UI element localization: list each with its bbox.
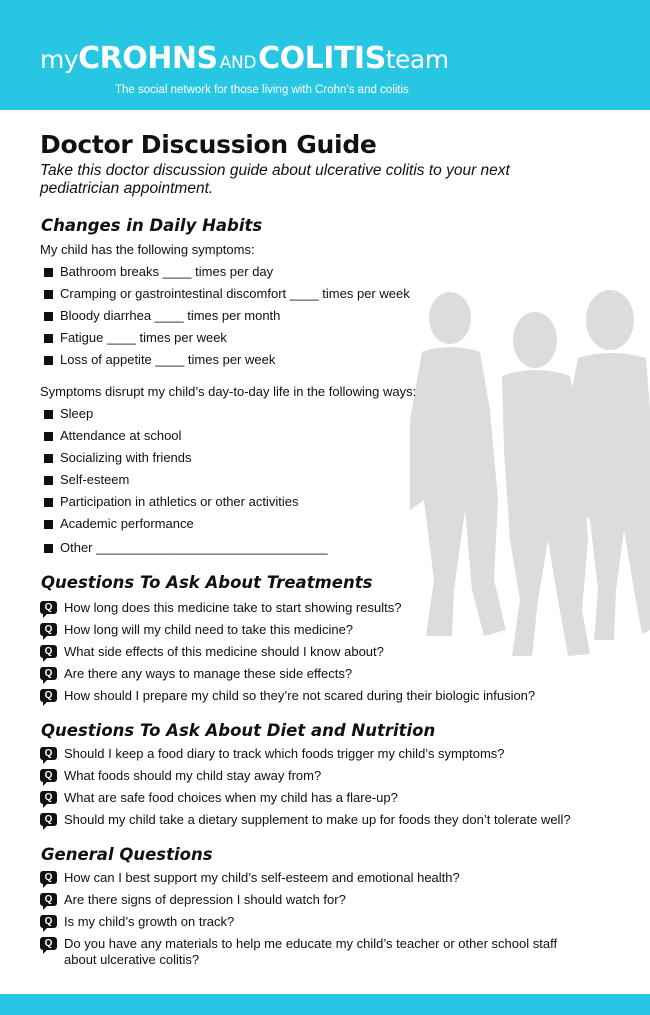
question-bubble-icon: Q [40, 937, 57, 950]
question-bubble-icon: Q [40, 623, 57, 636]
question-bubble-icon: Q [40, 893, 57, 906]
treatment-question-list [40, 600, 600, 710]
diet-question-list [40, 746, 600, 834]
question-bubble-icon: Q [40, 601, 57, 614]
symptom-text: Bloody diarrhea ____ times per month [60, 308, 281, 323]
footer-bar [0, 994, 650, 1015]
question-text: Is my child’s growth on track? [64, 914, 235, 929]
list-item [40, 622, 600, 644]
list-item [40, 644, 600, 666]
tagline: The social network for those living with Crohn’s and colitis [115, 84, 409, 96]
question-bubble-icon: Q [40, 689, 57, 702]
question-bubble-icon: Q [40, 769, 57, 782]
section-heading-daily-habits: Changes in Daily Habits [41, 216, 263, 235]
list-item [40, 600, 600, 622]
square-bullet-icon [44, 498, 53, 507]
square-bullet-icon [44, 454, 53, 463]
list-item [44, 540, 327, 562]
question-text: Do you have any materials to help me educate my child’s teacher or other school staff about ulcerative colitis? [64, 936, 558, 967]
list-item [44, 352, 410, 374]
question-bubble-icon: Q [40, 871, 57, 884]
square-bullet-icon [44, 268, 53, 277]
list-item [44, 406, 327, 428]
symptom-text: Loss of appetite ____ times per week [60, 352, 276, 367]
list-item [40, 892, 600, 914]
disruption-text: Attendance at school [60, 428, 182, 443]
disruption-list [44, 406, 327, 562]
list-item [40, 870, 600, 892]
symptom-list [44, 264, 410, 374]
question-bubble-icon: Q [40, 791, 57, 804]
square-bullet-icon [44, 356, 53, 365]
disruption-text: Sleep [60, 406, 94, 421]
list-item [44, 286, 410, 308]
symptoms-lead: My child has the following symptoms: [40, 242, 255, 257]
square-bullet-icon [44, 410, 53, 419]
logo-crohns: CROHNS [78, 41, 218, 76]
disrupt-lead: Symptoms disrupt my child’s day-to-day life in the following ways: [40, 384, 417, 399]
section-heading-diet: Questions To Ask About Diet and Nutrition [41, 721, 436, 740]
question-text: What foods should my child stay away from? [64, 768, 322, 783]
general-question-list [40, 870, 600, 968]
logo-my: my [40, 45, 79, 74]
list-item [40, 790, 600, 812]
logo [40, 41, 449, 76]
list-item [40, 768, 600, 790]
section-heading-general: General Questions [41, 845, 213, 864]
square-bullet-icon [44, 476, 53, 485]
question-text: What side effects of this medicine should I know about? [64, 644, 384, 659]
question-text: Should my child take a dietary supplement to make up for foods they don’t tolerate well? [64, 812, 571, 827]
question-text: How long will my child need to take this medicine? [64, 622, 354, 637]
section-heading-treatments: Questions To Ask About Treatments [41, 573, 373, 592]
square-bullet-icon [44, 312, 53, 321]
question-text: Are there signs of depression I should watch for? [64, 892, 346, 907]
disruption-text: Self-esteem [60, 472, 130, 487]
header-banner [0, 0, 650, 110]
list-item [44, 330, 410, 352]
list-item [44, 494, 327, 516]
question-text: Are there any ways to manage these side effects? [64, 666, 353, 681]
list-item [44, 428, 327, 450]
symptom-text: Fatigue ____ times per week [60, 330, 227, 345]
symptom-text: Bathroom breaks ____ times per day [60, 264, 274, 279]
disruption-text: Academic performance [60, 516, 194, 531]
symptom-text: Cramping or gastrointestinal discomfort ____ times per week [60, 286, 410, 301]
square-bullet-icon [44, 334, 53, 343]
disruption-text: Socializing with friends [60, 450, 192, 465]
list-item [40, 914, 600, 936]
question-bubble-icon: Q [40, 645, 57, 658]
question-text: How can I best support my child’s self-esteem and emotional health? [64, 870, 460, 885]
list-item [40, 936, 564, 968]
list-item [40, 746, 600, 768]
list-item [44, 264, 410, 286]
question-bubble-icon: Q [40, 747, 57, 760]
list-item [44, 516, 327, 538]
question-text: How should I prepare my child so they’re not scared during their biologic infusion? [64, 688, 536, 703]
list-item [40, 688, 600, 710]
logo-team: team [385, 45, 449, 74]
question-text: Should I keep a food diary to track which foods trigger my child’s symptoms? [64, 746, 505, 761]
logo-colitis: COLITIS [258, 41, 386, 76]
square-bullet-icon [44, 520, 53, 529]
disruption-text: Other ________________________________ [60, 540, 328, 555]
question-text: How long does this medicine take to start showing results? [64, 600, 402, 615]
intro-text: Take this doctor discussion guide about ulcerative colitis to your next pediatrician appointment. [40, 162, 510, 197]
question-bubble-icon: Q [40, 813, 57, 826]
square-bullet-icon [44, 432, 53, 441]
question-bubble-icon: Q [40, 667, 57, 680]
question-text: What are safe food choices when my child has a flare-up? [64, 790, 398, 805]
list-item [40, 666, 600, 688]
list-item [44, 308, 410, 330]
list-item [44, 472, 327, 494]
page-title: Doctor Discussion Guide [40, 130, 377, 159]
square-bullet-icon [44, 290, 53, 299]
logo-and: AND [219, 53, 257, 73]
disruption-text: Participation in athletics or other activities [60, 494, 299, 509]
question-bubble-icon: Q [40, 915, 57, 928]
square-bullet-icon [44, 544, 53, 553]
list-item [44, 450, 327, 472]
list-item [40, 812, 600, 834]
